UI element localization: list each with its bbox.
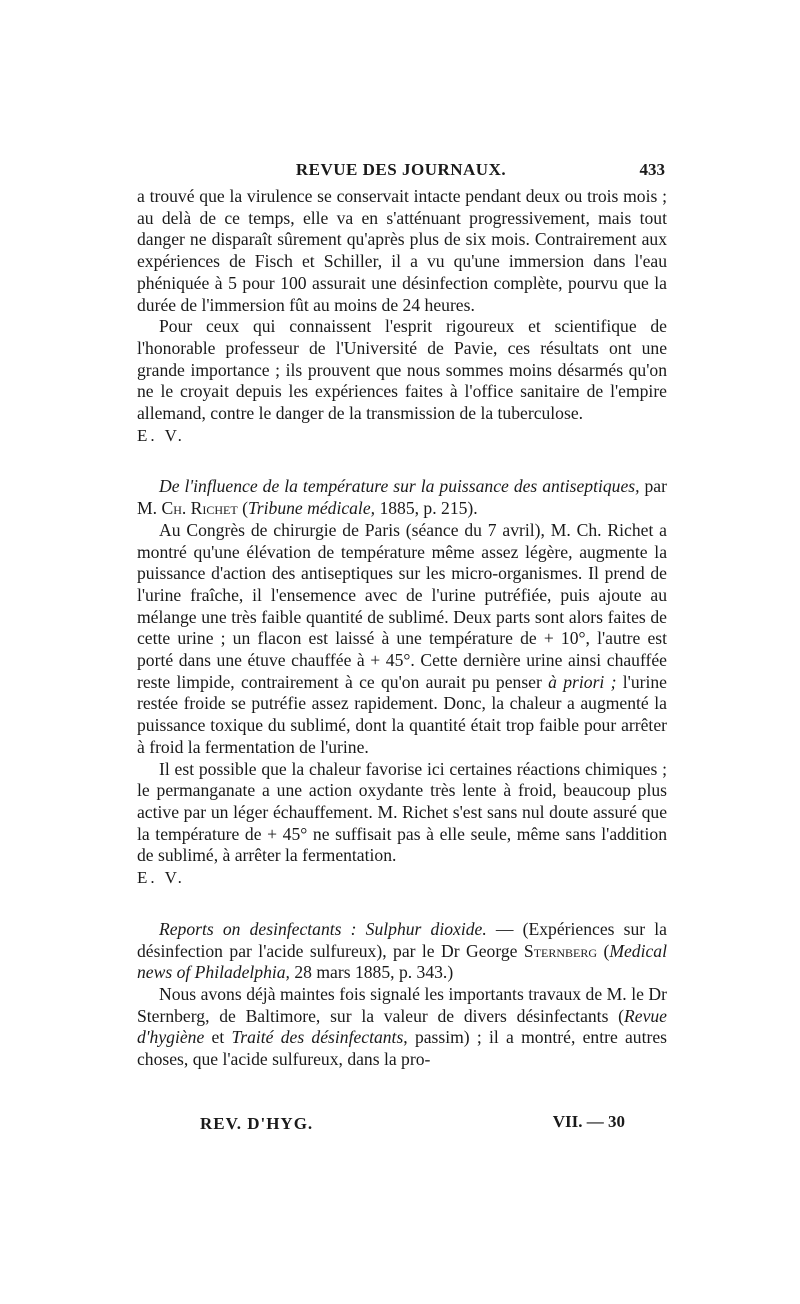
- article3-title: Reports on desinfectants : Sulphur dioxide.: [159, 918, 487, 939]
- article3-citation: 28 mars 1885, p. 343.): [289, 962, 454, 983]
- article3-heading: [137, 919, 667, 984]
- article2-paragraph2: Il est possible que la chaleur favorise ici certaines réactions chimiques ; le permanganate a une action oxydante très lente à froid, beaucoup plus active par un léger échauffement. M. Richet s'est sans nul doute assuré que la température de + 45° ne suffisait pas à elle seule, même sans l'addition de sublimé, à arrêter la fermentation.: [137, 758, 667, 866]
- article2-citation: 1885, p. 215).: [375, 498, 478, 519]
- article3-p1-a: Nous avons déjà maintes fois signalé les importants travaux de M. le Dr Sternberg, de Baltimore, sur la valeur de divers désinfectants (: [137, 983, 667, 1026]
- article3-ref1: Revue d'hygiène: [137, 1005, 667, 1048]
- article2-journal: Tribune médicale,: [247, 498, 376, 519]
- article2-paragraph1: [137, 520, 667, 759]
- article3-and: et: [204, 1027, 232, 1048]
- article3-paragraph1: [137, 984, 667, 1071]
- article3-p1-b: , passim) ; il a montré, entre autres choses, que l'acide sulfureux, dans la pro-: [137, 1027, 667, 1070]
- article3-open-paren: (: [597, 940, 610, 961]
- article1-signature: E. V.: [137, 425, 185, 445]
- section-spacer: [137, 889, 667, 919]
- article2-p1-a: Au Congrès de chirurgie de Paris (séance du 7 avril), M. Ch. Richet a montré qu'une élévation de température même assez légère, augmente la puissance d'action des antiseptiques sur les micro-organismes. Il prend de l'urine fraîche, il l'ensemence avec de l'urine putréfiée, puis ajoute au mélange une très faible quantité de sublimé. Deux parts sont alors faites de cette urine ; un flacon est laissé à une température de + 10°, l'autre est porté dans une étuve chauffée à + 45°. Cette dernière urine ainsi chauffée reste limpide, contrairement à ce qu'on aurait pu penser: [137, 519, 667, 692]
- footer-signature-mark: REV. D'HYG.: [200, 1114, 314, 1133]
- article3-ref2: Traité des désinfectants: [231, 1027, 404, 1048]
- article1-paragraph1: a trouvé que la virulence se conservait intacte pendant deux ou trois mois ; au delà de ce temps, elle va en s'atténuant progressivement, mais tout danger ne disparaît sûrement qu'après plus de six mois. Contrairement aux expériences de Fisch et Schiller, il a vu qu'une immersion dans l'eau phéniquée à 5 pour 100 assurait une désinfection complète, pourvu que la durée de l'immersion fût au moins de 24 heures.: [137, 186, 667, 315]
- footer-volume-sheet: VII. — 30: [552, 1112, 625, 1131]
- article3-author: Sternberg: [523, 940, 598, 961]
- page-header: [137, 160, 665, 184]
- article3-desc: — (Expériences sur la désinfection par l'acide sulfureux), par le Dr George: [137, 918, 667, 961]
- article2-author: Ch. Richet: [161, 498, 238, 519]
- article2-signature: E. V.: [137, 868, 185, 888]
- running-title: REVUE DES JOURNAUX.: [295, 160, 507, 179]
- article3-journal: Medical news of Philadelphia,: [137, 940, 667, 983]
- page-number: 433: [639, 160, 665, 179]
- article2-by: par M.: [137, 476, 667, 519]
- article2-p1-b: l'urine restée froide se putréfie assez rapidement. Donc, la chaleur a augmenté la puissance toxique du sublimé, dont la quantité était trop faible pour arrêter à froid la fermentation de l'urine.: [137, 671, 667, 757]
- article2-p1-italic: à priori ;: [548, 671, 617, 692]
- article2-heading: [137, 476, 667, 519]
- article2-title: De l'influence de la température sur la puissance des antiseptiques,: [159, 476, 640, 497]
- article2-open-paren: (: [237, 498, 248, 519]
- page-footer: [200, 1112, 625, 1140]
- body-text: [137, 186, 667, 1071]
- section-spacer: [137, 446, 667, 476]
- article1-paragraph2: Pour ceux qui connaissent l'esprit rigoureux et scientifique de l'honorable professeur de l'Université de Pavie, ces résultats ont une grande importance ; ils prouvent que nous sommes moins désarmés qu'on ne le croyait depuis les expériences faites à l'office sanitaire de l'empire allemand, contre le danger de la transmission de la tuberculose.: [137, 316, 667, 424]
